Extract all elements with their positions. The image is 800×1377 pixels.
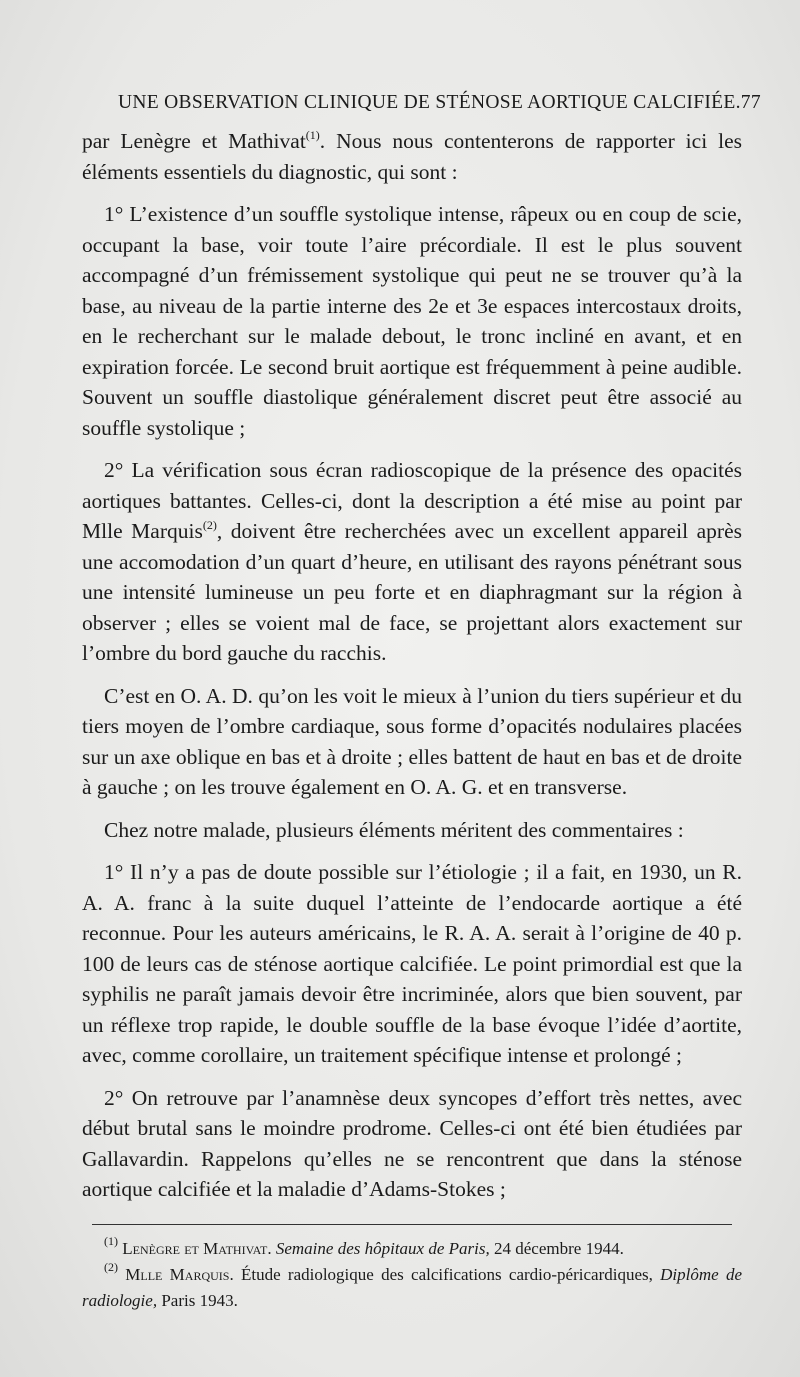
running-header xyxy=(118,92,761,114)
footnotes xyxy=(82,1236,742,1314)
paragraph-oad: C’est en O. A. D. qu’on les voit le mieux à l’union du tiers supérieur et du tiers moyen de l’ombre cardiaque, sous forme d’opacités nodulaires placées sur un axe oblique en bas et à droite ; elles battent de haut en bas et de droite à gauche ; on les trouve également en O. A. G. et en transverse. xyxy=(82,683,742,799)
footnote-divider xyxy=(92,1224,732,1225)
footnote-authors: Mlle Marquis. xyxy=(125,1265,234,1284)
footnote-ref-2[interactable]: (2) xyxy=(202,518,217,532)
footnote-journal: Semaine des hôpitaux de Paris, xyxy=(275,1239,490,1258)
footnote-diploma: Diplôme de radiologie, xyxy=(82,1265,743,1310)
running-title: UNE OBSERVATION CLINIQUE DE STÉNOSE AORTIQUE CALCIFIÉE. xyxy=(118,92,741,113)
footnote-date: 24 décembre 1944. xyxy=(494,1239,624,1258)
footnote-1 xyxy=(82,1236,742,1262)
footnote-title: Étude radiologique des calcifications cardio-péricardiques, xyxy=(240,1265,653,1284)
paragraph-intro xyxy=(82,126,742,187)
main-text xyxy=(82,126,742,1217)
paragraph-commentaires: Chez notre malade, plusieurs éléments méritent des commentaires : xyxy=(104,817,684,842)
paragraph-syncopes: 2° On retrouve par l’anamnèse deux syncopes d’effort très nettes, avec début brutal sans le moindre prodrome. Celles-ci ont été bien étudiées par Gallavardin. Rappelons qu’elles ne se rencontrent que dans la sténose aortique calcifiée et la maladie d’Adams-Stokes ; xyxy=(82,1085,742,1201)
footnote-authors: Lenègre et Mathivat. xyxy=(122,1239,272,1258)
text-run: par Lenègre et Mathivat xyxy=(82,129,306,153)
text-run: . Nous nous contenterons de rapporter ici les éléments essentiels du diagnostic, qui sont : xyxy=(82,129,742,184)
footnote-2 xyxy=(82,1262,742,1314)
footnote-mark: (1) xyxy=(104,1234,118,1248)
paragraph-item-1-souffle: 1° L’existence d’un souffle systolique intense, râpeux ou en coup de scie, occupant la base, voir toute l’aire précordiale. Il est le plus souvent accompagné d’un frémissement systolique qui peut ne se trouver qu’à la base, au niveau de la partie interne des 2e et 3e espaces intercostaux droits, en le recherchant sur le malade debout, le tronc incliné en avant, et en expiration forcée. Le second bruit aortique est fréquemment à peine audible. Souvent un souffle diastolique généralement discret peut être associé au souffle systolique ; xyxy=(82,202,742,440)
page-number: 77 xyxy=(740,92,761,113)
paragraph-item-2-radioscopie xyxy=(82,455,742,669)
footnote-place-year: Paris 1943. xyxy=(161,1291,238,1310)
paragraph-etiologie: 1° Il n’y a pas de doute possible sur l’étiologie ; il a fait, en 1930, un R. A. A. franc à la suite duquel l’atteinte de l’endocarde aortique a été reconnue. Pour les auteurs américains, le R. A. A. serait à l’origine de 40 p. 100 de leurs cas de sténose aortique calcifiée. Le point primordial est que la syphilis ne paraît jamais devoir être incriminée, alors que bien souvent, par un réflexe trop rapide, le double souffle de la base évoque l’idée d’aortite, avec, comme corollaire, un traitement spécifique intense et prolongé ; xyxy=(82,860,742,1067)
text-run: , doivent être recherchées avec un excellent appareil après une accomodation d’un quart d’heure, en utilisant des rayons pénétrant sous une intensité lumineuse un peu forte et en diaphragmant sur la région à observer ; elles se voient mal de face, se projettant alors exactement sur l’ombre du bord gauche du racchis. xyxy=(82,519,742,665)
footnote-ref-1[interactable]: (1) xyxy=(305,128,320,142)
text-run: 2° La vérification sous écran radioscopique de la présence des opacités aortiques battantes. Celles-ci, dont la description a été mise au point par Mlle Marquis xyxy=(82,458,742,543)
footnote-mark: (2) xyxy=(104,1260,118,1274)
